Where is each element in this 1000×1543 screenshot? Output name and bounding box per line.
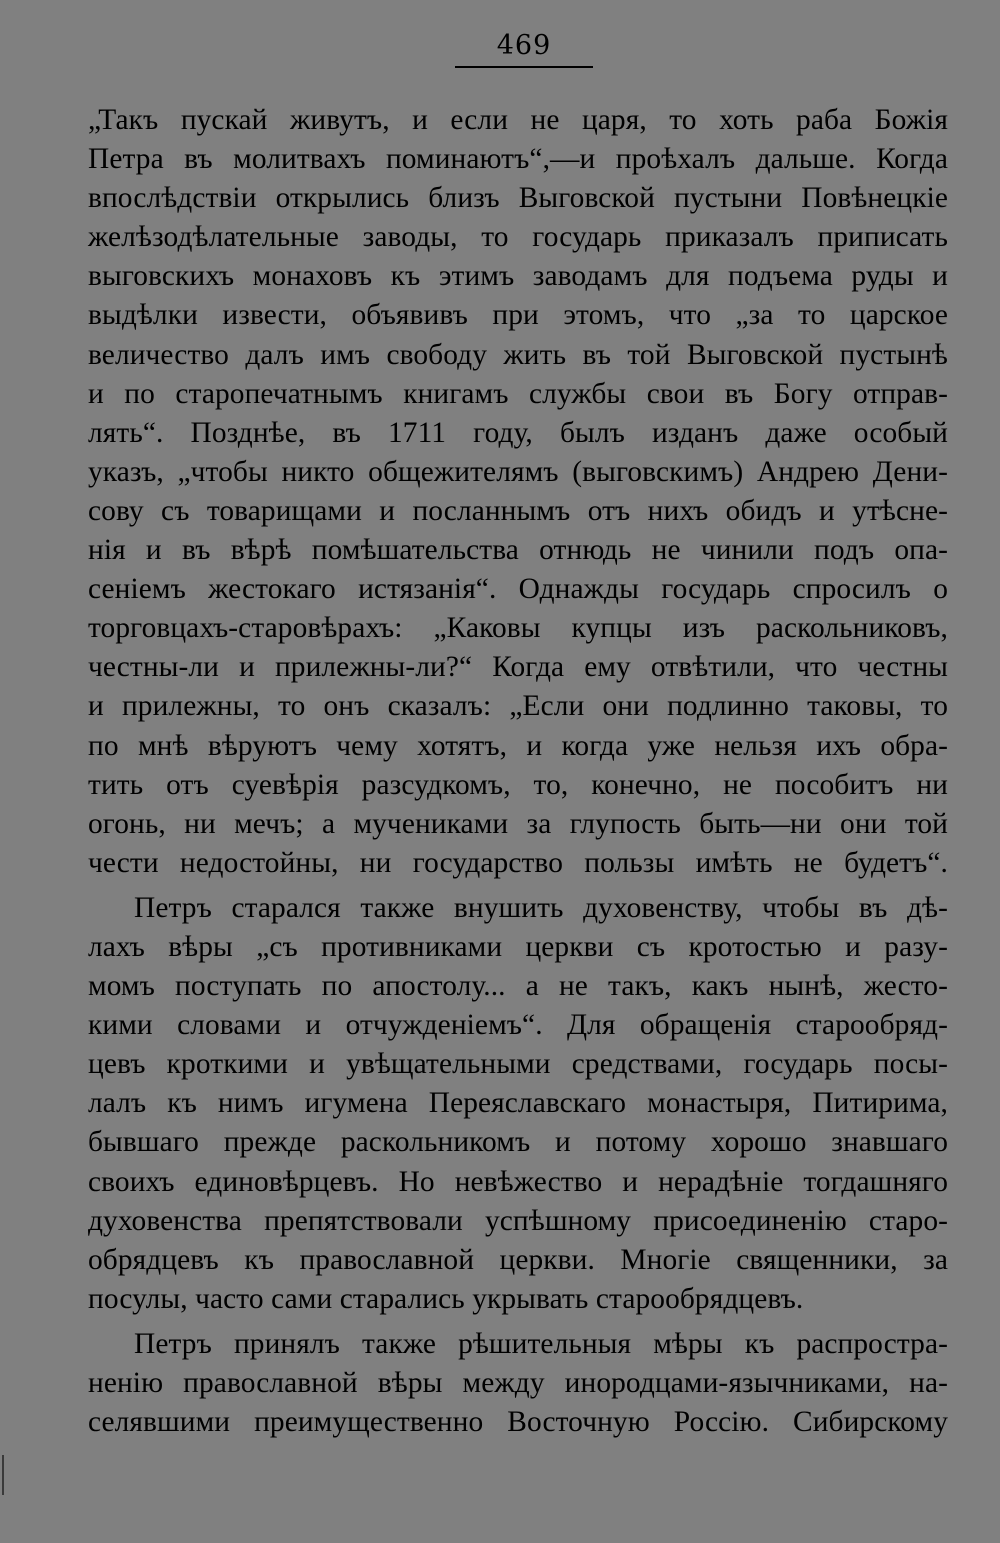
text-line: тить отъ суевѣрія разсудкомъ, то, конечно, не пособитъ ни (88, 768, 948, 801)
text-line: выговскихъ монаховъ къ этимъ заводамъ для подъема руды и (88, 260, 948, 293)
text-line: обрядцевъ къ православной церкви. Многіе священники, за (88, 1243, 948, 1276)
text-line: и прилежны, то онъ сказалъ: „Если они подлинно таковы, то (88, 690, 948, 723)
text-line: торговцахъ-старовѣрахъ: „Каковы купцы изъ раскольниковъ, (88, 612, 948, 645)
text-line: честны-ли и прилежны-ли?“ Когда ему отвѣтили, что честны (88, 651, 948, 684)
text-line: момъ поступать по апостолу... а не такъ, какъ нынѣ, жесто- (88, 970, 948, 1003)
text-line: указъ, „чтобы никто общежителямъ (выговскимъ) Андрею Дени- (88, 455, 948, 488)
text-line: желѣзодѣлательные заводы, то государь приказалъ приписать (88, 221, 948, 254)
text-line: лалъ къ нимъ игумена Переяславскаго монастыря, Питирима, (88, 1087, 948, 1120)
text-line: и по старопечатнымъ книгамъ службы свои въ Богу отправ- (88, 377, 948, 410)
page-number: 469 (496, 30, 552, 61)
text-line: Петръ принялъ также рѣшительныя мѣры къ распростра- (134, 1327, 948, 1360)
text-line: Петръ старался также внушить духовенству, чтобы въ дѣ- (134, 891, 948, 924)
text-line: селявшими преимущественно Восточную Россію. Сибирскому (88, 1406, 948, 1439)
text-line: посулы, часто сами старались укрывать старообрядцевъ. (88, 1282, 804, 1315)
text-line: чести недостойны, ни государство пользы имѣть не будетъ“. (88, 846, 948, 879)
text-line: цевъ кроткими и увѣщательными средствами, государь посы- (88, 1048, 948, 1081)
text-line: выдѣлки извести, объявивъ при этомъ, что „за то царское (88, 299, 948, 332)
body-text (88, 101, 948, 1442)
text-line: „Такъ пускай живутъ, и если не царя, то хоть раба Божія (88, 104, 948, 136)
text-line: Петра въ молитвахъ поминаютъ“,—и проѣхалъ дальше. Когда (88, 143, 948, 176)
text-line: лять“. Позднѣе, въ 1711 году, былъ изданъ даже особый (88, 416, 948, 449)
text-line: нія и въ вѣрѣ помѣшательства отнюдь не чинили подъ опа- (88, 534, 948, 567)
text-line: огонь, ни мечъ; а мучениками за глупость быть—ни они той (88, 807, 948, 840)
margin-scan-mark (2, 1455, 4, 1495)
text-line: впослѣдствіи открылись близъ Выговской пустыни Повѣнецкіе (88, 182, 948, 215)
text-line: своихъ единовѣрцевъ. Но невѣжество и нерадѣніе тогдашняго (88, 1165, 948, 1198)
text-line: сову съ товарищами и посланнымъ отъ нихъ обидъ и утѣсне- (88, 494, 948, 527)
text-line: кими словами и отчужденіемъ“. Для обращенія старообряд- (88, 1009, 948, 1042)
text-line: по мнѣ вѣруютъ чему хотятъ, и когда уже нельзя ихъ обра- (88, 729, 948, 762)
text-line: сеніемъ жестокаго истязанія“. Однажды государь спросилъ о (88, 573, 948, 606)
text-line: величество далъ имъ свободу жить въ той Выговской пустынѣ (88, 338, 948, 371)
text-line: лахъ вѣры „съ противниками церкви съ кротостью и разу- (88, 930, 948, 963)
text-line: духовенства препятствовали успѣшному присоединенію старо- (88, 1204, 948, 1237)
text-line: ненію православной вѣры между инородцами-язычниками, на- (88, 1367, 948, 1399)
text-line: бывшаго прежде раскольникомъ и потому хорошо знавшаго (88, 1126, 948, 1159)
page-number-rule (455, 66, 593, 68)
